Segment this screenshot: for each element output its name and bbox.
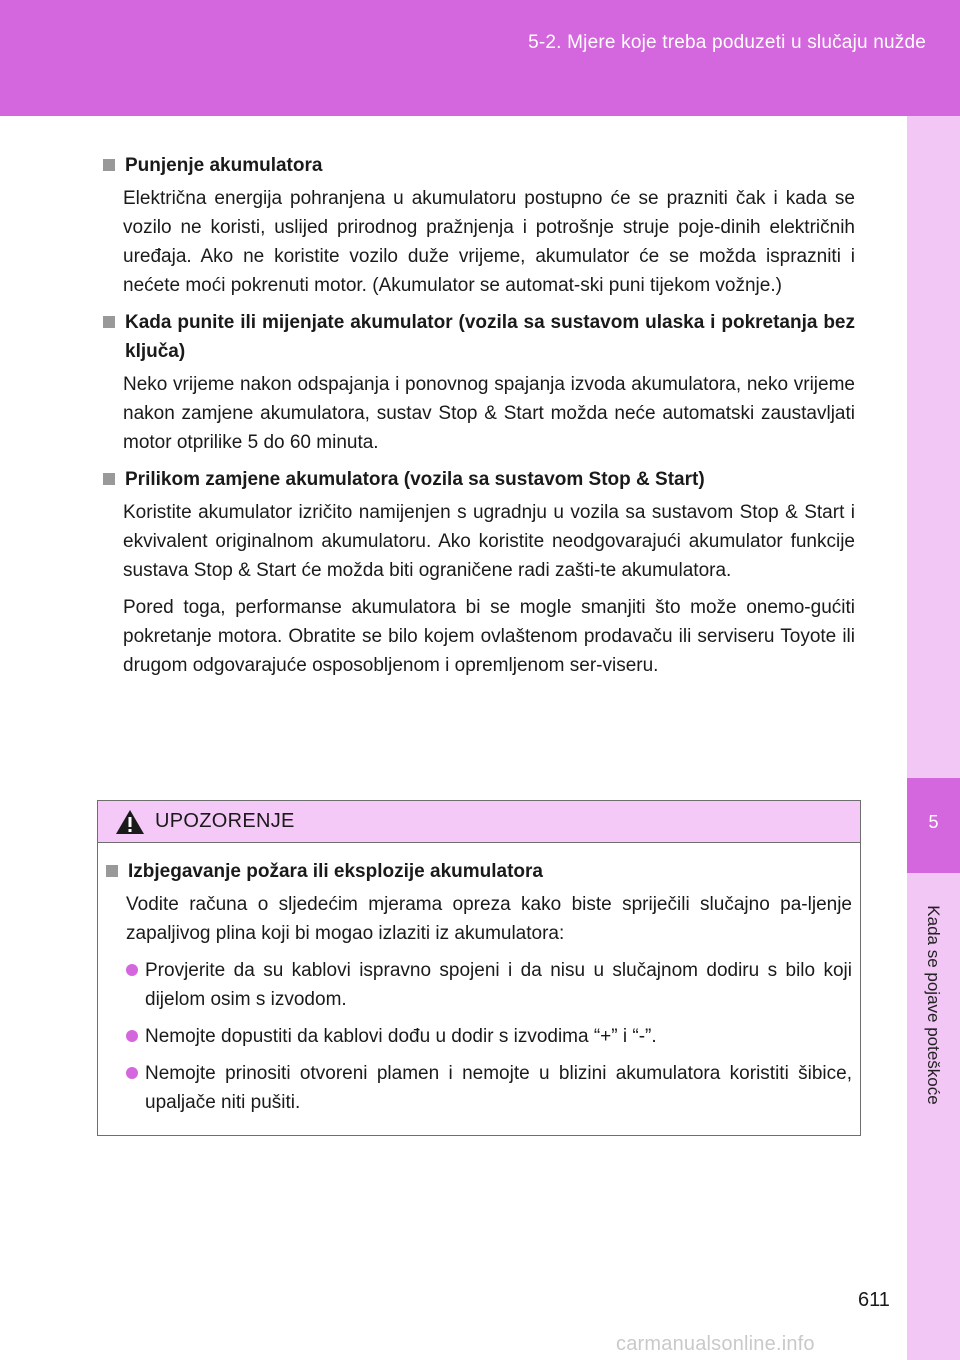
square-bullet-icon [103,316,115,328]
page-number: 611 [858,1289,890,1311]
warning-intro: Vodite računa o sljedećim mjerama opreza kako biste spriječili slučajno pa-ljenje zapaljivog plina koji bi mogao izlaziti iz akumulatora: [126,894,852,944]
square-bullet-icon [103,159,115,171]
section-paragraph: Pored toga, performanse akumulatora bi se mogle smanjiti što može onemo-gućiti pokretanje motora. Obratite se bilo kojem ovlaštenom prodavaču ili serviseru Toyote ili drugom odgovarajuće osposobljenom i opremljenom ser-viseru. [123,597,855,676]
chapter-tab[interactable] [907,778,960,873]
section-paragraph: Koristite akumulator izričito namijenjen s ugradnju u vozila sa sustavom Stop & Start i ekvivalent originalnom akumulatoru. Ako koristite neodgovarajući akumulator funkcije sustava Stop & Start će možda biti ograničene radi zašti-te akumulatora. [123,502,855,581]
circle-bullet-icon [126,1067,138,1079]
square-bullet-icon [106,865,118,877]
warning-triangle-icon [115,809,145,835]
warning-title: UPOZORENJE [155,810,295,832]
header-band [0,0,960,116]
warning-heading: Izbjegavanje požara ili eksplozije akumulatora [104,857,852,886]
warning-body [98,843,860,1117]
circle-bullet-icon [126,1030,138,1042]
section-paragraph: Električna energija pohranjena u akumulatoru postupno će se prazniti čak i kada se vozilo ne koristi, uslijed prirodnog pražnjenja i potrošnje struje poje-dinih električnih uređaja. Ako ne koristite vozilo duže vrijeme, akumulator će se možda isprazniti i nećete moći pokrenuti motor. (Akumulator se automat-ski puni tijekom vožnje.) [123,188,855,296]
section-heading: Punjenje akumulatora [101,151,855,180]
list-item: Nemojte dopustiti da kablovi dođu u dodir s izvodima “+” i “-”. [126,1022,852,1051]
section-paragraph: Neko vrijeme nakon odspajanja i ponovnog spajanja izvoda akumulatora, neko vrijeme nakon zamjene akumulatora, sustav Stop & Start možda neće automatski zaustavljati motor otprilike 5 do 60 minuta. [123,374,855,453]
square-bullet-icon [103,473,115,485]
watermark: carmanualsonline.info [616,1333,815,1355]
list-item: Provjerite da su kablovi ispravno spojeni i da nisu u slučajnom dodiru s bilo koji dijelom osim s izvodom. [126,956,852,1014]
chapter-number: 5 [928,812,939,832]
section-heading: Kada punite ili mijenjate akumulator (vozila sa sustavom ulaska i pokretanja bez ključa) [101,308,855,366]
warning-box [97,800,861,1136]
chapter-label: Kada se pojave poteškoće [924,905,943,1105]
circle-bullet-icon [126,964,138,976]
side-tab [907,116,960,1360]
section-heading: Prilikom zamjene akumulatora (vozila sa sustavom Stop & Start) [101,465,855,494]
section-title: 5-2. Mjere koje treba poduzeti u slučaju nužde [528,32,926,53]
warning-header [98,801,860,843]
main-content [101,151,855,688]
list-item: Nemojte prinositi otvoreni plamen i nemojte u blizini akumulatora koristiti šibice, upaljače niti pušiti. [126,1059,852,1117]
